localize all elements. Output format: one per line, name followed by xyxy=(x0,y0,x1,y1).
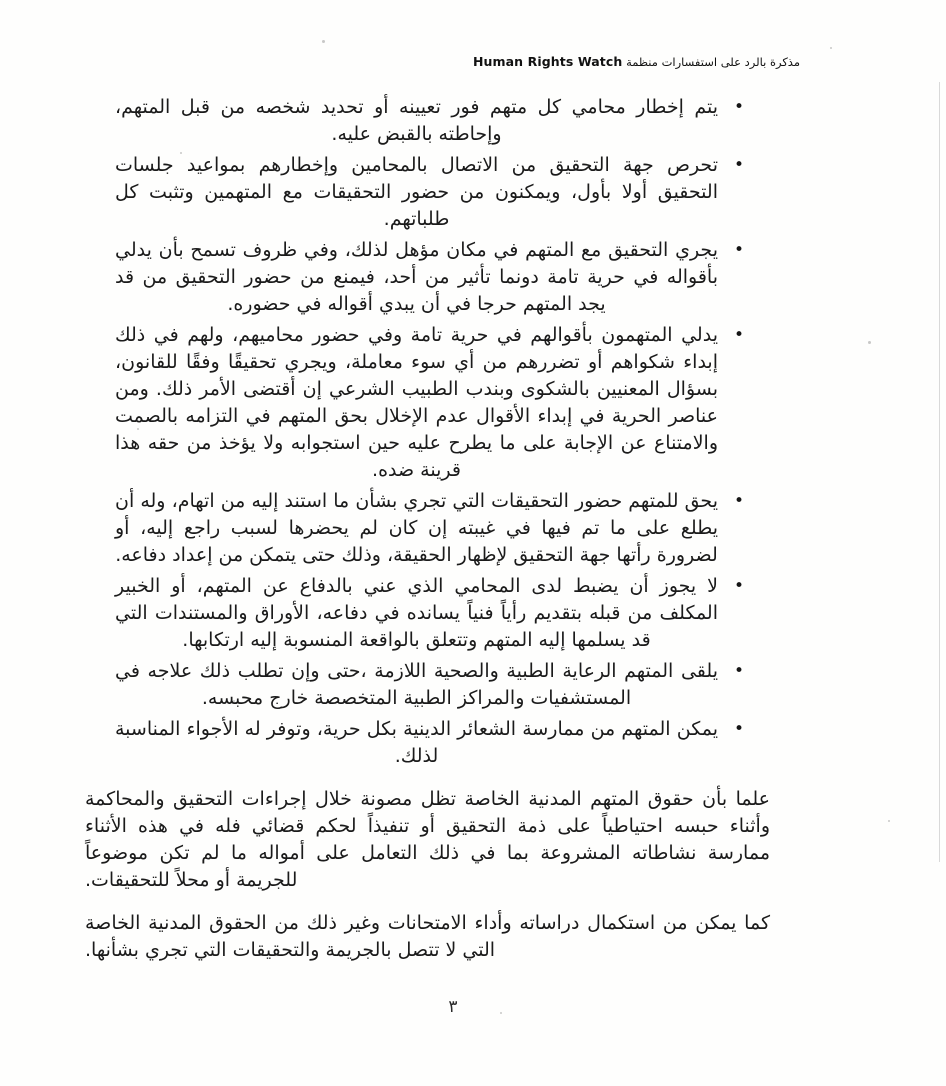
page-header xyxy=(473,54,800,69)
list-item xyxy=(115,94,744,148)
bullet-list xyxy=(115,94,744,770)
bullet-icon: • xyxy=(733,491,744,511)
scan-speck xyxy=(830,47,832,49)
bullet-icon: • xyxy=(733,325,744,345)
bullet-icon: • xyxy=(733,240,744,260)
list-item-text: يجري التحقيق مع المتهم في مكان مؤهل لذلك، وفي ظروف تسمح بأن يدلي بأقواله في حرية تامة دونما تأثير من أحد، فيمنع من حضور التحقيق من قد يجد المتهم حرجا في أن يبدي أقواله في حضوره. xyxy=(115,239,718,315)
list-item-text: يدلي المتهمون بأقوالهم في حرية تامة وفي حضور محاميهم، ولهم في ذلك إبداء شكواهم أو تضررهم من أي سوء معاملة، ويجري تحقيقًا وفقًا للقانون، بسؤال المعنيين بالشكوى وبندب الطبيب الشرعي إن أقتضى الأمر ذلك. ومن عناصر الحرية في إبداء الأقوال عدم الإخلال بحق المتهم في التزامه بالصمت والامتناع عن الإجابة على ما يطرح عليه حين استجوابه ولا يؤخذ من حقه هذا قرينة ضده. xyxy=(115,324,718,481)
list-item xyxy=(115,237,744,318)
list-item xyxy=(115,488,744,569)
page-number: ٣ xyxy=(448,997,458,1017)
list-item xyxy=(115,716,744,770)
scan-speck xyxy=(888,820,890,822)
list-item-text: تحرص جهة التحقيق من الاتصال بالمحامين وإخطارهم بمواعيد جلسات التحقيق أولا بأول، ويمكنون من حضور التحقيقات مع المتهمين وتثبت كل طلباتهم. xyxy=(115,154,718,230)
paragraph: علما بأن حقوق المتهم المدنية الخاصة تظل مصونة خلال إجراءات التحقيق والمحاكمة وأثناء حبسه احتياطياً على ذمة التحقيق أو تنفيذاً لحكم قضائي فله في هذه الأثناء ممارسة نشاطاته المشروعة بما في ذلك التعامل على أمواله ما لم تكن موضوعاً للجريمة أو محلاً للتحقيقات. xyxy=(85,788,770,891)
bullet-icon: • xyxy=(733,576,744,596)
bullet-icon: • xyxy=(733,719,744,739)
list-item-text: يحق للمتهم حضور التحقيقات التي تجري بشأن ما استند إليه من اتهام، وله أن يطلع على ما تم فيها في غيبته إن كان لم يحضرها لسبب راجع إليه، أو لضرورة رأتها جهة التحقيق لإظهار الحقيقة، وذلك حتى يتمكن من إعداد دفاعه. xyxy=(115,490,718,566)
bullet-icon: • xyxy=(733,155,744,175)
list-item-text: لا يجوز أن يضبط لدى المحامي الذي عني بالدفاع عن المتهم، أو الخبير المكلف من قبله بتقديم رأياً فنياً يسانده في دفاعه، الأوراق والمستندات التي قد يسلمها إليه المتهم وتتعلق بالواقعة المنسوبة إليه ارتكابها. xyxy=(115,575,718,651)
bullet-icon: • xyxy=(733,97,744,117)
scan-artifact-line xyxy=(939,82,940,862)
header-arabic-title: مذكرة بالرد على استفسارات منظمة xyxy=(626,55,800,69)
list-item-text: يتم إخطار محامي كل متهم فور تعيينه أو تحديد شخصه من قبل المتهم، وإحاطته بالقبض عليه. xyxy=(115,96,718,145)
list-item xyxy=(115,573,744,654)
header-org-name: Human Rights Watch xyxy=(472,54,623,69)
list-item-text: يلقى المتهم الرعاية الطبية والصحية اللازمة ،حتى وإن تطلب ذلك علاجه في المستشفيات والمراكز الطبية المتخصصة خارج محبسه. xyxy=(115,660,718,709)
list-item xyxy=(115,152,744,233)
list-item-text: يمكن المتهم من ممارسة الشعائر الدينية بكل حرية، وتوفر له الأجواء المناسبة لذلك. xyxy=(115,718,718,767)
bullet-icon: • xyxy=(733,661,744,681)
list-item xyxy=(115,658,744,712)
closing-paragraphs xyxy=(85,786,770,964)
paragraph: كما يمكن من استكمال دراساته وأداء الامتحانات وغير ذلك من الحقوق المدنية الخاصة التي لا تتصل بالجريمة والتحقيقات التي تجري بشأنها. xyxy=(85,912,770,961)
scan-speck xyxy=(868,341,871,344)
document-body xyxy=(85,94,770,980)
scan-speck xyxy=(322,40,325,43)
list-item xyxy=(115,322,744,484)
